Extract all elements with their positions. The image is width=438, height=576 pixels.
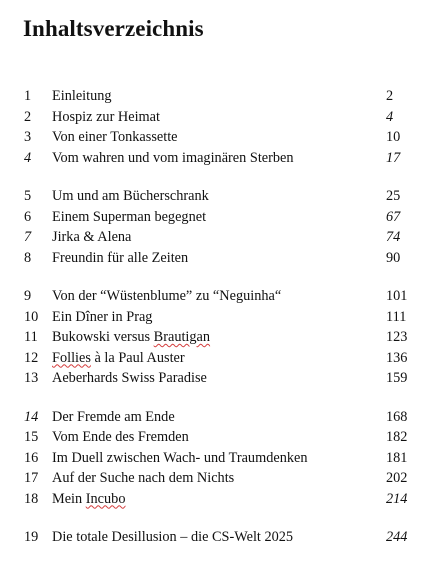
toc-entry	[22, 207, 414, 228]
toc-entry	[22, 148, 414, 169]
entry-page: 136	[386, 349, 408, 366]
entry-title: Von der “Wüstenblume” zu “Neguinha“	[52, 288, 282, 304]
entry-number: 11	[24, 329, 38, 345]
entry-number: 3	[24, 129, 32, 145]
entry-title: Freundin für alle Zeiten	[52, 249, 189, 266]
toc-entry	[22, 489, 414, 510]
entry-number: 7	[24, 229, 32, 245]
toc-group	[22, 527, 414, 548]
entry-title: Vom wahren und vom imaginären Sterben	[52, 149, 294, 166]
entry-title: Ein Dîner in Prag	[52, 308, 153, 325]
toc-entry	[22, 427, 414, 448]
entry-page: 111	[386, 308, 407, 325]
entry-title-text: à la Paul Auster	[90, 349, 185, 366]
toc-group	[22, 86, 414, 168]
entry-title-text: Bukowski versus	[52, 329, 154, 345]
entry-number: 9	[24, 288, 32, 304]
toc-entry	[22, 468, 414, 489]
spellcheck-flagged-word: Follies	[52, 349, 91, 366]
entry-page: 67	[386, 208, 401, 225]
page-title: Inhaltsverzeichnis	[23, 16, 204, 41]
entry-title: Hospiz zur Heimat	[52, 108, 160, 125]
entry-page: 10	[386, 129, 401, 145]
entry-page: 202	[386, 470, 408, 486]
entry-page: 101	[386, 288, 408, 304]
entry-title: Einleitung	[52, 88, 112, 104]
entry-number: 1	[24, 88, 32, 104]
toc-entry	[22, 327, 414, 348]
table-of-contents	[22, 86, 414, 566]
toc-entry	[22, 127, 414, 148]
entry-number: 12	[24, 349, 39, 366]
entry-page: 17	[386, 149, 401, 166]
entry-page: 74	[386, 229, 401, 245]
entry-title: Im Duell zwischen Wach- und Traumdenken	[52, 449, 308, 466]
entry-page: 90	[386, 249, 401, 266]
entry-number: 8	[24, 249, 32, 266]
entry-number: 5	[24, 188, 32, 204]
entry-page: 2	[386, 88, 394, 104]
toc-entry	[22, 227, 414, 248]
entry-title: Einem Superman begegnet	[52, 208, 207, 225]
toc-entry	[22, 286, 414, 307]
entry-number: 16	[24, 449, 39, 466]
entry-page: 244	[386, 529, 408, 545]
toc-entry	[22, 86, 414, 107]
entry-page: 159	[386, 370, 408, 386]
toc-entry	[22, 248, 414, 269]
entry-page: 182	[386, 429, 408, 445]
entry-number: 14	[24, 408, 39, 425]
entry-number: 18	[24, 490, 39, 507]
entry-page: 181	[386, 449, 408, 466]
toc-entry	[22, 307, 414, 328]
toc-entry	[22, 186, 414, 207]
entry-page: 25	[386, 188, 401, 204]
entry-title: Auf der Suche nach dem Nichts	[52, 470, 235, 486]
spellcheck-flagged-word: Brautigan	[153, 329, 211, 345]
entry-title	[52, 489, 125, 510]
entry-title: Aeberhards Swiss Paradise	[52, 370, 207, 386]
entry-page: 4	[386, 108, 394, 125]
entry-number: 19	[24, 529, 39, 545]
toc-group	[22, 286, 414, 389]
entry-number: 15	[24, 429, 39, 445]
spellcheck-flagged-word: Incubo	[85, 490, 126, 507]
entry-title	[52, 327, 210, 348]
toc-group	[22, 407, 414, 510]
entry-title: Die totale Desillusion – die CS-Welt 2025	[52, 529, 294, 545]
entry-title	[52, 348, 185, 369]
toc-entry	[22, 407, 414, 428]
toc-entry	[22, 368, 414, 389]
toc-entry	[22, 107, 414, 128]
entry-page: 214	[386, 490, 408, 507]
entry-title: Der Fremde am Ende	[52, 408, 175, 425]
toc-group	[22, 186, 414, 268]
entry-page: 123	[386, 329, 408, 345]
entry-number: 2	[24, 108, 32, 125]
entry-number: 4	[24, 149, 32, 166]
entry-title: Um und am Bücherschrank	[52, 188, 209, 204]
entry-title: Jirka & Alena	[52, 229, 132, 245]
toc-entry	[22, 527, 414, 548]
entry-title: Vom Ende des Fremden	[52, 429, 189, 445]
toc-entry	[22, 348, 414, 369]
entry-number: 17	[24, 470, 39, 486]
entry-number: 13	[24, 370, 39, 386]
entry-number: 10	[24, 308, 39, 325]
entry-title-text: Mein	[52, 490, 86, 507]
toc-entry	[22, 448, 414, 469]
entry-title: Von einer Tonkassette	[52, 129, 178, 145]
entry-page: 168	[386, 408, 408, 425]
entry-number: 6	[24, 208, 32, 225]
